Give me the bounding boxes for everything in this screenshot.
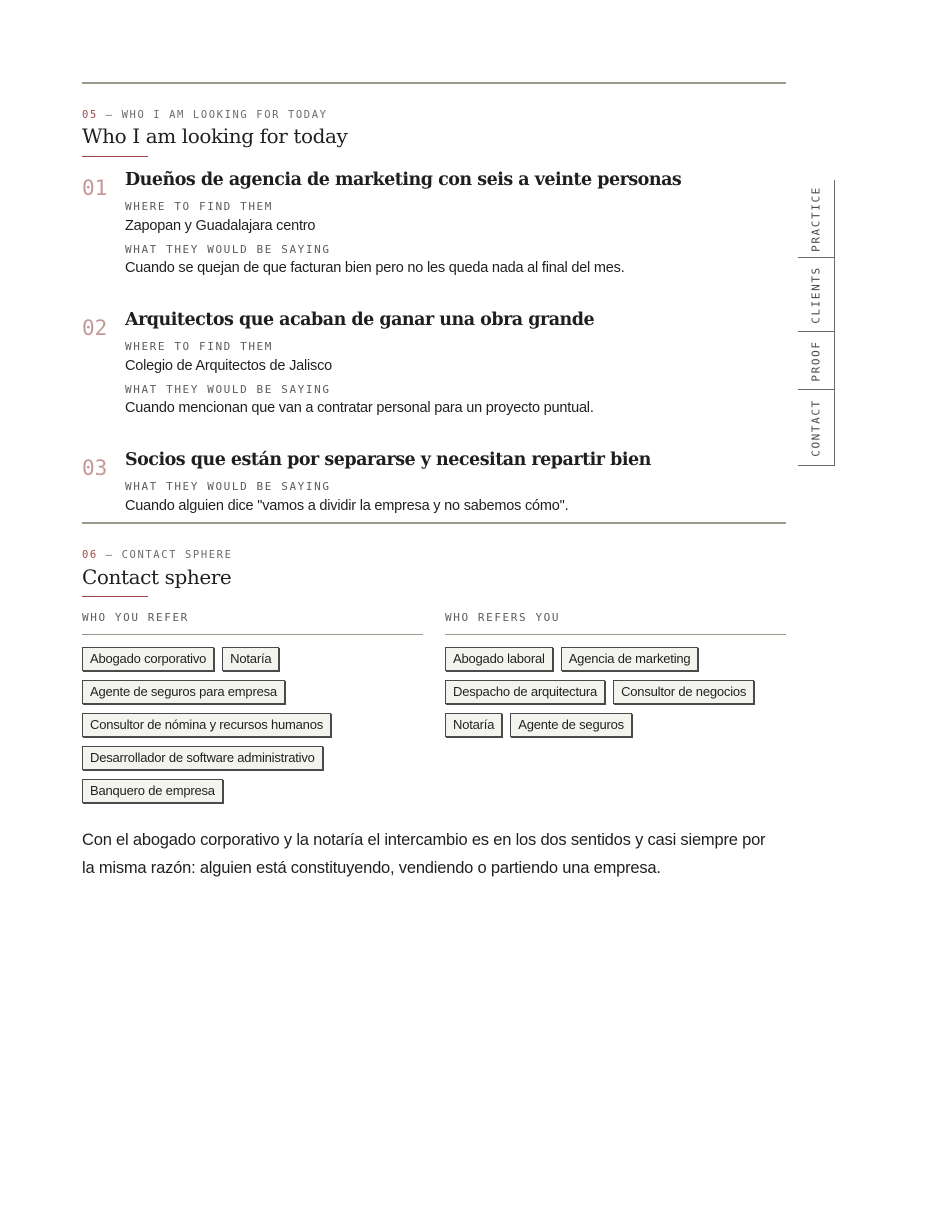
who-refers-you-list [445, 647, 786, 737]
section-eyebrow-text: — CONTACT SPHERE [105, 549, 233, 561]
nav-tab-clients[interactable] [798, 258, 835, 332]
title-underline [82, 596, 148, 597]
item-title: Dueños de agencia de marketing con seis a veinte personas [125, 170, 682, 190]
item-number: 03 [82, 456, 108, 480]
referrer-chip: Agente de seguros [510, 713, 632, 737]
referrer-chip: Agencia de marketing [561, 647, 699, 671]
title-underline [82, 156, 148, 157]
section-title: Who I am looking for today [82, 124, 348, 148]
item-number: 01 [82, 176, 108, 200]
section-title: Contact sphere [82, 565, 232, 589]
item-title: Arquitectos que acaban de ganar una obra grande [125, 310, 595, 330]
saying-text: Cuando alguien dice "vamos a dividir la empresa y no sabemos cómo". [125, 498, 569, 514]
who-you-refer-list [82, 647, 423, 803]
section-number: 06 [82, 549, 98, 561]
section-divider [82, 522, 786, 524]
refer-chip: Consultor de nómina y recursos humanos [82, 713, 331, 737]
nav-tab-label: CLIENTS [809, 265, 823, 324]
nav-tab-label: PROOF [809, 339, 823, 382]
nav-tab-label: PRACTICE [809, 185, 823, 252]
where-label: WHERE TO FIND THEM [125, 200, 274, 213]
refer-chip: Banquero de empresa [82, 779, 223, 803]
saying-text: Cuando se quejan de que facturan bien pero no les queda nada al final del mes. [125, 260, 625, 276]
section-number: 05 [82, 109, 98, 121]
item-number: 02 [82, 316, 108, 340]
column-divider [445, 634, 786, 635]
saying-label: WHAT THEY WOULD BE SAYING [125, 383, 331, 396]
nav-tab-practice[interactable] [798, 180, 835, 258]
where-text: Colegio de Arquitectos de Jalisco [125, 358, 332, 374]
who-you-refer-label: WHO YOU REFER [82, 611, 189, 624]
top-divider [82, 82, 786, 84]
referrer-chip: Consultor de negocios [613, 680, 754, 704]
contact-sphere-note: Con el abogado corporativo y la notaría el intercambio es en los dos sentidos y casi siempre por la misma razón: alguien está constituyendo, vendiendo o partiendo una empresa. [82, 831, 766, 877]
nav-tab-proof[interactable] [798, 332, 835, 390]
section-eyebrow [82, 549, 233, 561]
refer-chip: Notaría [222, 647, 279, 671]
referrer-chip: Abogado laboral [445, 647, 553, 671]
section-eyebrow [82, 109, 328, 121]
section-eyebrow-text: — WHO I AM LOOKING FOR TODAY [105, 109, 328, 121]
where-text: Zapopan y Guadalajara centro [125, 218, 316, 234]
refer-chip: Agente de seguros para empresa [82, 680, 285, 704]
refer-chip: Abogado corporativo [82, 647, 214, 671]
where-label: WHERE TO FIND THEM [125, 340, 274, 353]
who-refers-you-label: WHO REFERS YOU [445, 611, 561, 624]
saying-label: WHAT THEY WOULD BE SAYING [125, 480, 331, 493]
referrer-chip: Despacho de arquitectura [445, 680, 605, 704]
refer-chip: Desarrollador de software administrativo [82, 746, 323, 770]
nav-tab-label: CONTACT [809, 398, 823, 457]
nav-tab-contact[interactable] [798, 390, 835, 466]
item-title: Socios que están por separarse y necesitan repartir bien [125, 450, 651, 470]
referrer-chip: Notaría [445, 713, 502, 737]
saying-label: WHAT THEY WOULD BE SAYING [125, 243, 331, 256]
saying-text: Cuando mencionan que van a contratar personal para un proyecto puntual. [125, 400, 594, 416]
column-divider [82, 634, 423, 635]
